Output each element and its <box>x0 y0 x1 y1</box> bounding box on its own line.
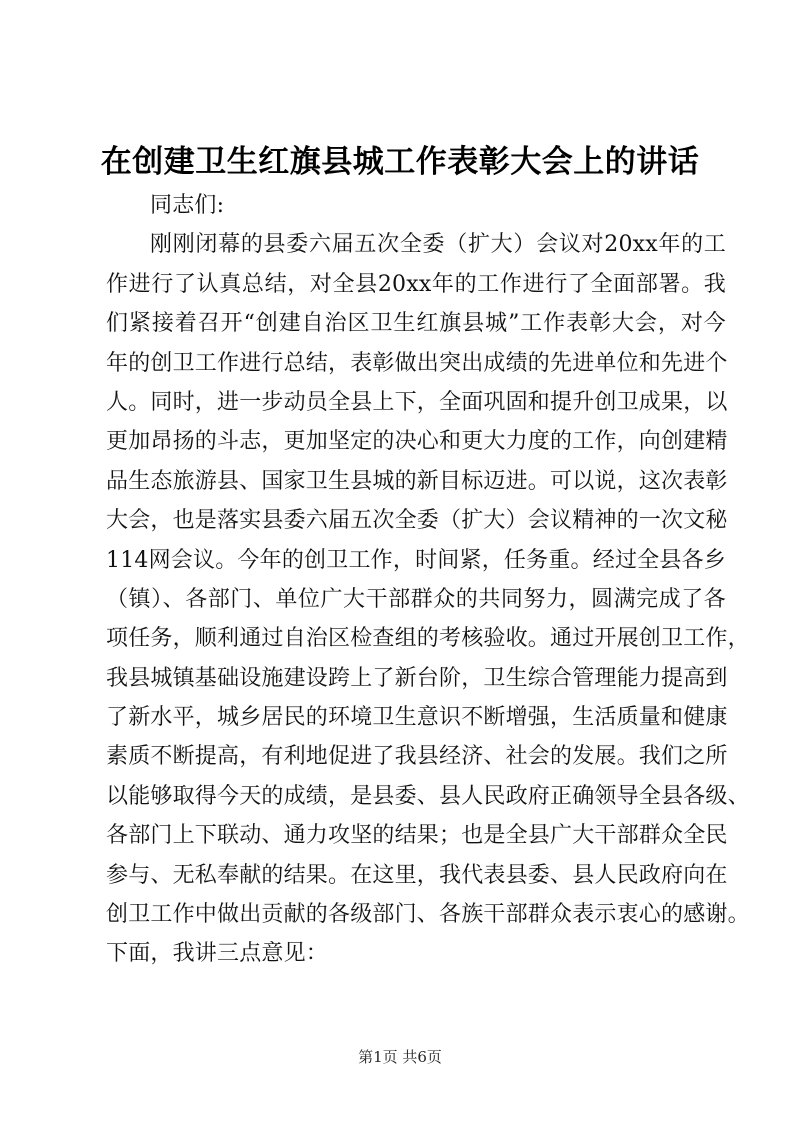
body-line: 们紧接着召开“创建自治区卫生红旗县城”工作表彰大会，对今 <box>106 311 726 337</box>
body-line: 年的创卫工作进行总结，表彰做出突出成绩的先进单位和先进个 <box>106 350 728 376</box>
body-line: （镇）、各部门、单位广大干部群众的共同努力，圆满完成了各 <box>106 586 726 612</box>
body-line: 人。同时，进一步动员全县上下，全面巩固和提升创卫成果，以 <box>106 389 728 415</box>
body-line: 作进行了认真总结，对全县20xx年的工作进行了全面部署。我 <box>106 271 726 297</box>
body-line: 114网会议。今年的创卫工作，时间紧，任务重。经过全县各乡 <box>106 547 726 573</box>
body-line: 我县城镇基础设施建设跨上了新台阶，卫生综合管理能力提高到 <box>106 665 728 691</box>
document-title: 在创建卫生红旗县城工作表彰大会上的讲话 <box>100 144 700 180</box>
body-line: 以能够取得今天的成绩，是县委、县人民政府正确领导全县各级、 <box>106 783 750 809</box>
body-line: 创卫工作中做出贡献的各级部门、各族干部群众表示衷心的感谢。 <box>106 902 750 928</box>
body-line: 更加昂扬的斗志，更加坚定的决心和更大力度的工作，向创建精 <box>106 429 728 455</box>
body-line: 了新水平，城乡居民的环境卫生意识不断增强，生活质量和健康 <box>106 705 728 731</box>
body-line: 素质不断提高，有利地促进了我县经济、社会的发展。我们之所 <box>106 744 728 770</box>
body-line: 下面，我讲三点意见： <box>106 941 329 967</box>
document-body <box>106 186 750 974</box>
body-line: 刚刚闭幕的县委六届五次全委（扩大）会议对20xx年的工 <box>150 232 726 258</box>
body-line: 大会，也是落实县委六届五次全委（扩大）会议精神的一次文秘 <box>106 508 728 534</box>
body-line: 项任务，顺利通过自治区检查组的考核验收。通过开展创卫工作， <box>106 626 750 652</box>
page-number: 第1页 共6页 <box>358 1048 442 1066</box>
body-line: 品生态旅游县、国家卫生县城的新目标迈进。可以说，这次表彰 <box>106 468 728 494</box>
body-line: 参与、无私奉献的结果。在这里，我代表县委、县人民政府向在 <box>106 862 728 888</box>
salutation: 同志们: <box>150 193 225 218</box>
body-line: 各部门上下联动、通力攻坚的结果；也是全县广大干部群众全民 <box>106 823 728 849</box>
